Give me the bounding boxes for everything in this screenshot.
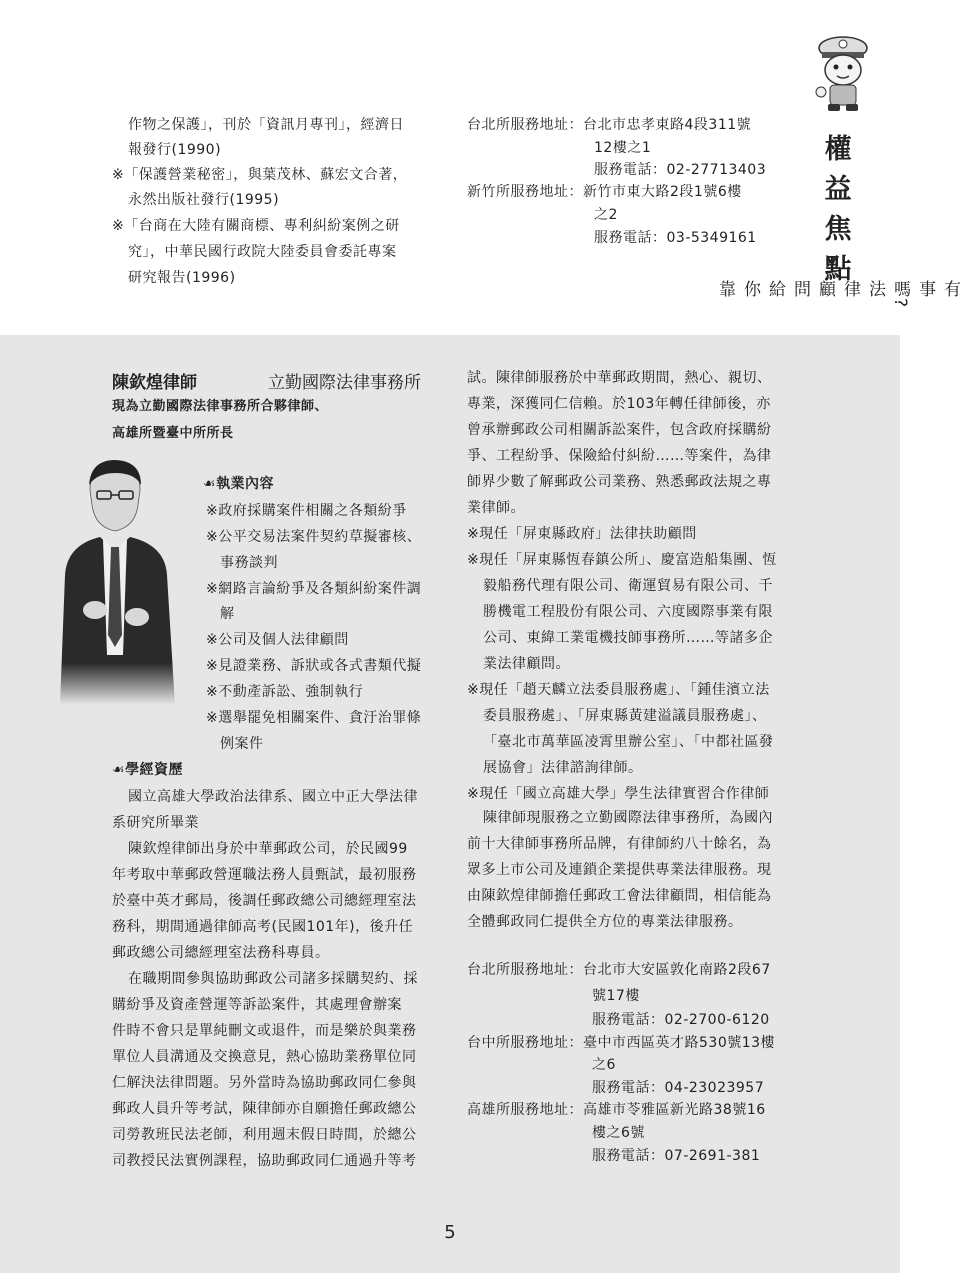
body-line: 爭、工程紛爭、保險給付糾紛……等案件，為律: [467, 448, 772, 464]
body-line: 司勞教班民法老師，利用週末假日時間，於總公: [112, 1127, 417, 1143]
body-line: 委員服務處」、「屏東縣黃建溢議員服務處」、: [483, 708, 767, 724]
body-line: 專業，深獲同仁信賴。於103年轉任律師後，亦: [467, 396, 771, 412]
address-line: 12樓之1: [594, 140, 652, 156]
phone-line: 服務電話：04-23023957: [592, 1080, 765, 1096]
lawyer-name: 陳欽煌律師: [112, 373, 197, 393]
address-line: 台北所服務地址：台北市忠孝東路4段311號: [467, 117, 752, 133]
text-line: 究」，中華民國行政院大陸委員會委託專案: [128, 244, 397, 260]
practice-item: ※網路言論紛爭及各類糾紛案件調: [206, 581, 422, 597]
address-line: 新竹所服務地址：新竹市東大路2段1號6樓: [467, 184, 742, 200]
body-line: ※現任「屏東縣恆春鎮公所」、慶富造船集團、恆: [467, 552, 777, 568]
body-line: 前十大律師事務所品牌，有律師約八十餘名，為: [467, 836, 772, 852]
text-line: 永然出版社發行(1995): [128, 192, 280, 208]
body-line: 試。陳律師服務於中華郵政期間，熱心、親切、: [467, 370, 772, 386]
section-title: [715, 130, 960, 309]
body-line: 勝機電工程股份有限公司、六度國際事業有限: [483, 604, 773, 620]
address-line: 高雄所服務地址：高雄市苓雅區新光路38號16: [467, 1102, 766, 1118]
body-line: 仁解決法律問題。另外當時為協助郵政同仁參與: [112, 1075, 417, 1091]
practice-item: ※不動產訴訟、強制執行: [206, 684, 364, 700]
body-line: ※現任「屏東縣政府」法律扶助顧問: [467, 526, 697, 542]
police-mascot-icon: [808, 30, 878, 115]
text-line: ※「保護營業秘密」，與葉茂林、蘇宏文合著，: [112, 167, 408, 183]
body-line: 郵政人員升等考試，陳律師亦自願擔任郵政總公: [112, 1101, 417, 1117]
body-line: 於臺中英才郵局，後調任郵政總公司總經理室法: [112, 893, 417, 909]
phone-line: 服務電話：03-5349161: [594, 230, 757, 246]
lawyer-title: 現為立勤國際法律事務所合夥律師、: [112, 399, 329, 414]
body-line: 「臺北市萬華區凌霄里辦公室」、「中都社區發: [483, 734, 774, 750]
body-line: 業法律顧問。: [483, 656, 570, 672]
body-line: 業律師。: [467, 500, 525, 516]
address-line: 之2: [594, 207, 618, 223]
education-heading: ☙學經資歷: [112, 762, 184, 778]
practice-heading: ☙執業內容: [203, 476, 275, 492]
text-line: 作物之保護」，刊於「資訊月專刊」，經濟日: [128, 117, 404, 133]
body-line: 陳欽煌律師出身於中華郵政公司，於民國99: [128, 841, 408, 857]
body-line: 公司、東緯工業電機技師事務所……等諸多企: [483, 630, 773, 646]
body-line: 年考取中華郵政營運職法務人員甄試，最初服務: [112, 867, 417, 883]
title-char: 焦: [824, 214, 852, 245]
practice-item: ※政府採購案件相關之各類紛爭: [206, 503, 407, 519]
firm-name: 立勤國際法律事務所: [268, 373, 421, 393]
page-number: 5: [444, 1222, 456, 1243]
phone-line: 服務電話：07-2691-381: [592, 1148, 761, 1164]
body-line: 全體郵政同仁提供全方位的專業法律服務。: [467, 914, 743, 930]
body-line: 國立高雄大學政治法律系、國立中正大學法律: [128, 789, 418, 805]
phone-line: 服務電話：02-2700-6120: [592, 1012, 770, 1028]
practice-item: ※選舉罷免相關案件、貪汙治罪條: [206, 710, 422, 726]
body-line: 司教授民法實例課程，協助郵政同仁通過升等考: [112, 1153, 417, 1169]
body-line: ※現任「國立高雄大學」學生法律實習合作律師: [467, 786, 770, 802]
body-line: 在職期間參與協助郵政公司諸多採購契約、採: [128, 971, 418, 987]
body-line: 單位人員溝通及交換意見，熱心協助業務單位同: [112, 1049, 417, 1065]
body-line: 眾多上市公司及連鎖企業提供專業法律服務。現: [467, 862, 772, 878]
body-line: 購紛爭及資產營運等訴訟案件，其處理會辦案: [112, 997, 402, 1013]
practice-item: 解: [220, 606, 235, 622]
address-line: 台北所服務地址：台北市大安區敦化南路2段67: [467, 962, 771, 978]
practice-item: 例案件: [220, 736, 264, 752]
text-line: 報發行(1990): [128, 142, 222, 158]
practice-item: ※公司及個人法律顧問: [206, 632, 349, 648]
leaf-bullet-icon: ☙: [112, 762, 126, 778]
body-line: 由陳欽煌律師擔任郵政工會法律顧問，相信能為: [467, 888, 772, 904]
lawyer-photo: [55, 455, 195, 745]
body-line: 曾承辦郵政公司相關訴訟案件，包含政府採購紛: [467, 422, 772, 438]
phone-line: 服務電話：02-27713403: [594, 162, 767, 178]
body-line: ※現任「趙天麟立法委員服務處」、「鍾佳濱立法: [467, 682, 770, 698]
lawyer-title: 高雄所暨臺中所所長: [112, 426, 234, 441]
text-line: 研究報告(1996): [128, 270, 236, 286]
body-line: 件時不會只是單純刪文或退件，而是樂於與業務: [112, 1023, 417, 1039]
body-line: 師界少數了解郵政公司業務、熟悉郵政法規之專: [467, 474, 772, 490]
title-char: 點: [824, 254, 852, 285]
text-line: ※「台商在大陸有關商標、專利糾紛案例之研: [112, 218, 400, 234]
address-line: 號17樓: [592, 988, 640, 1004]
body-line: 展協會」法律諮詢律師。: [483, 760, 643, 776]
body-line: 系研究所畢業: [112, 815, 199, 831]
address-line: 樓之6號: [592, 1125, 645, 1141]
body-line: 陳律師現服務之立勤國際法律事務所，為國內: [483, 810, 773, 826]
title-char: 益: [824, 174, 852, 205]
address-line: 之6: [592, 1057, 616, 1073]
body-line: 務科，期間通過律師高考(民國101年)，後升任: [112, 919, 414, 935]
body-line: 郵政總公司總經理室法務科專員。: [112, 945, 330, 961]
practice-item: 事務談判: [220, 555, 278, 571]
body-line: 毅船務代理有限公司、衛運貿易有限公司、千: [483, 578, 773, 594]
practice-item: ※公平交易法案件契約草擬審核、: [206, 529, 422, 545]
leaf-bullet-icon: ☙: [203, 476, 217, 492]
title-char: 權: [824, 134, 852, 165]
section-subtitle: 有事嗎?法律顧問給你靠: [715, 280, 960, 309]
address-line: 台中所服務地址：臺中市西區英才路530號13樓: [467, 1035, 776, 1051]
practice-item: ※見證業務、訴狀或各式書類代擬: [206, 658, 422, 674]
